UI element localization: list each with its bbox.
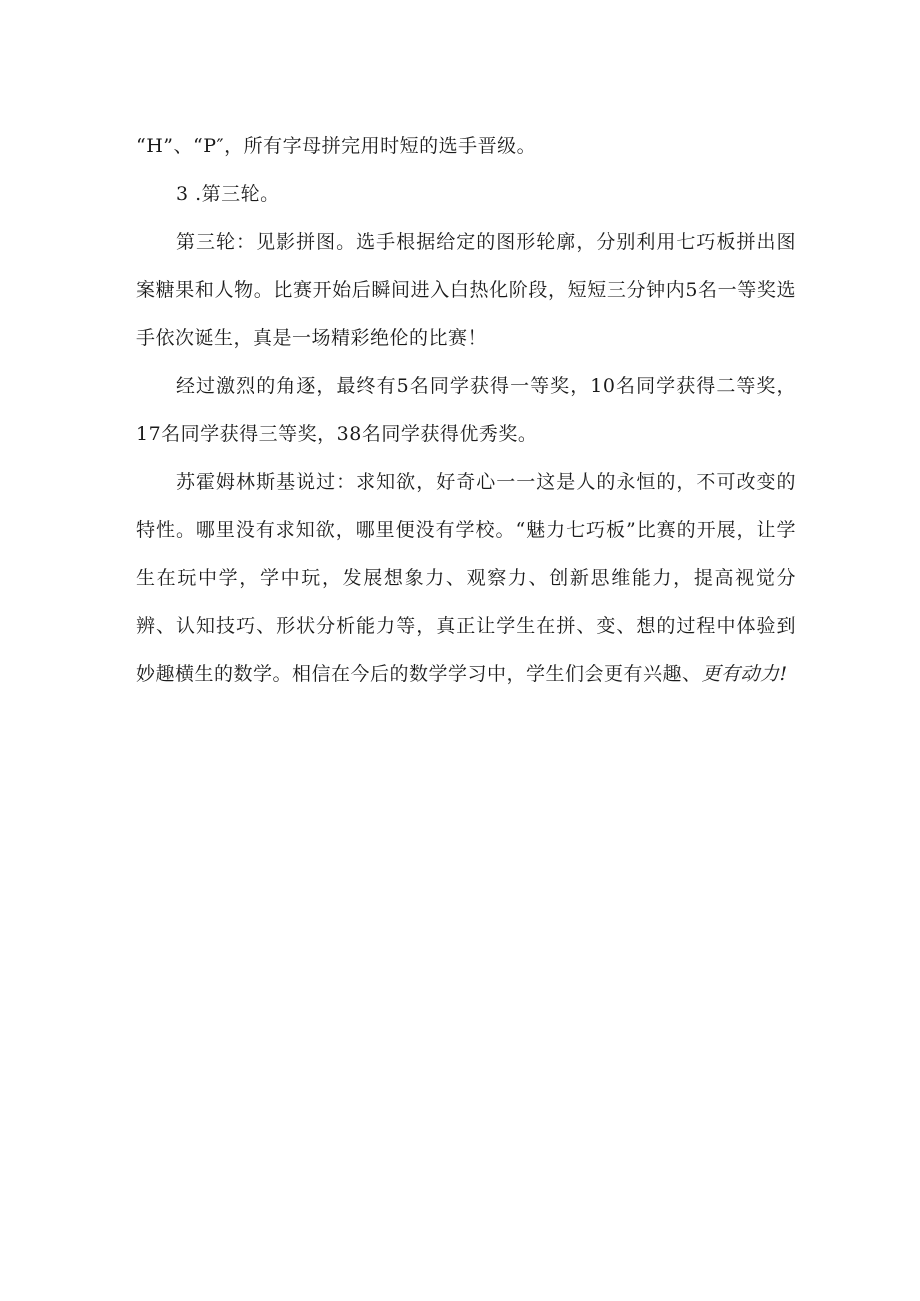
conclusion-italic-text: 更有动力!	[701, 663, 788, 685]
paragraph-round-three: 第三轮：见影拼图。选手根据给定的图形轮廓，分别利用七巧板拼出图案糖果和人物。比赛开始后瞬间进入白热化阶段，短短三分钟内5名一等奖选手依次诞生，真是一场精彩绝伦的比赛！	[136, 231, 796, 349]
document-body	[136, 122, 796, 698]
section-heading-round-three: 3 .第三轮。	[176, 183, 280, 205]
paragraph-results: 经过激烈的角逐，最终有5名同学获得一等奖，10名同学获得二等奖，17名同学获得三等奖，38名同学获得优秀奖。	[136, 375, 796, 445]
conclusion-text: 苏霍姆林斯基说过：求知欲，好奇心一一这是人的永恒的，不可改变的特性。哪里没有求知欲，哪里便没有学校。“魅力七巧板”比赛的开展，让学生在玩中学，学中玩，发展想象力、观察力、创新思维能力，提高视觉分辨、认知技巧、形状分析能力等，真正让学生在拼、变、想的过程中体验到妙趣横生的数学。相信在今后的数学学习中，学生们会更有兴趣、	[136, 471, 796, 685]
paragraph-conclusion	[136, 458, 796, 698]
paragraph-continuation: “H”、“P″，所有字母拼完用时短的选手晋级。	[136, 135, 537, 157]
